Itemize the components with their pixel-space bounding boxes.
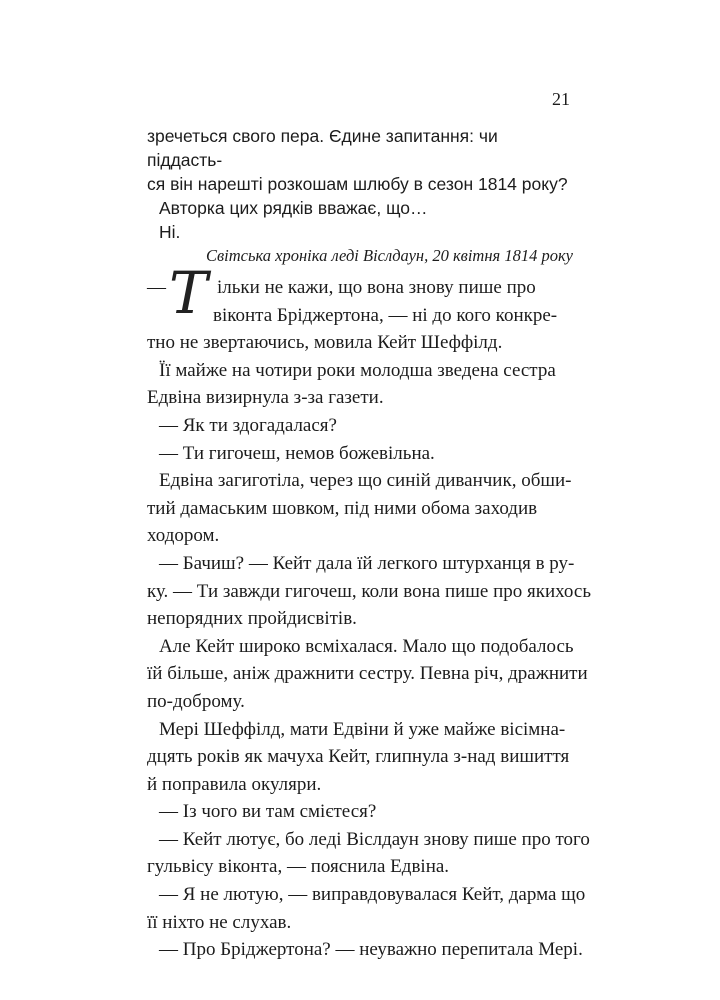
body-line: непорядних пройдисвітів. <box>147 608 357 630</box>
body-line: й поправила окуляри. <box>147 773 322 795</box>
chapter-body <box>147 259 592 964</box>
epigraph-source: Світська хроніка леді Віслдаун, 20 квітня 1814 року <box>205 246 573 265</box>
body-line: тно не звертаючись, мовила Кейт Шеффілд. <box>147 332 503 354</box>
body-line: їй більше, аніж дражнити сестру. Певна річ, дражнити <box>147 663 588 685</box>
drop-cap: Т <box>169 259 208 327</box>
body-line: — Кейт лютує, бо леді Віслдаун знову пише про того <box>159 828 590 850</box>
body-line: тий дамаським шовком, під ними обома заходив <box>147 497 538 519</box>
epigraph-line: ся він нарешті розкошам шлюбу в сезон 1814 року? <box>147 174 568 194</box>
body-line: по-доброму. <box>147 690 245 712</box>
body-line: гульвісу віконта, — пояснила Едвіна. <box>147 856 450 878</box>
opening-line-2: віконта Бріджертона, — ні до кого конкре- <box>213 304 558 326</box>
epigraph-line: Авторка цих рядків вважає, що… <box>159 198 428 218</box>
body-line: Але Кейт широко всміхалася. Мало що подобалось <box>159 635 574 657</box>
body-line: — Ти гигочеш, немов божевільна. <box>159 442 435 464</box>
epigraph <box>147 124 573 268</box>
body-line: — Як ти здогадалася? <box>159 414 337 436</box>
opening-dash: — <box>147 277 166 298</box>
body-line: — Про Бріджертона? — неуважно перепитала Мері. <box>159 939 583 961</box>
body-line: ку. — Ти завжди гигочеш, коли вона пише про якихось <box>147 580 592 602</box>
epigraph-line: Ні. <box>159 222 181 242</box>
page-number: 21 <box>552 89 570 109</box>
body-line: — Бачиш? — Кейт дала їй легкого штурханця в ру- <box>159 552 575 574</box>
body-line: — Із чого ви там смієтеся? <box>159 801 377 823</box>
body-line: її ніхто не слухав. <box>147 911 292 933</box>
body-line: Едвіна загиготіла, через що синій диванчик, обши- <box>159 470 572 492</box>
body-line: — Я не лютую, — виправдовувалася Кейт, дарма що <box>159 884 586 906</box>
body-line: Її майже на чотири роки молодша зведена сестра <box>159 359 556 381</box>
opening-line-text: ільки не кажи, що вона знову пише про <box>217 277 536 298</box>
body-line: Едвіна визирнула з-за газети. <box>147 387 384 409</box>
body-line: дцять років як мачуха Кейт, глипнула з-над вишиття <box>147 746 570 768</box>
epigraph-line: зречеться свого пера. Єдине запитання: чи піддасть- <box>147 126 498 170</box>
body-line: ходором. <box>147 525 220 547</box>
body-line: Мері Шеффілд, мати Едвіни й уже майже вісімна- <box>159 718 566 740</box>
